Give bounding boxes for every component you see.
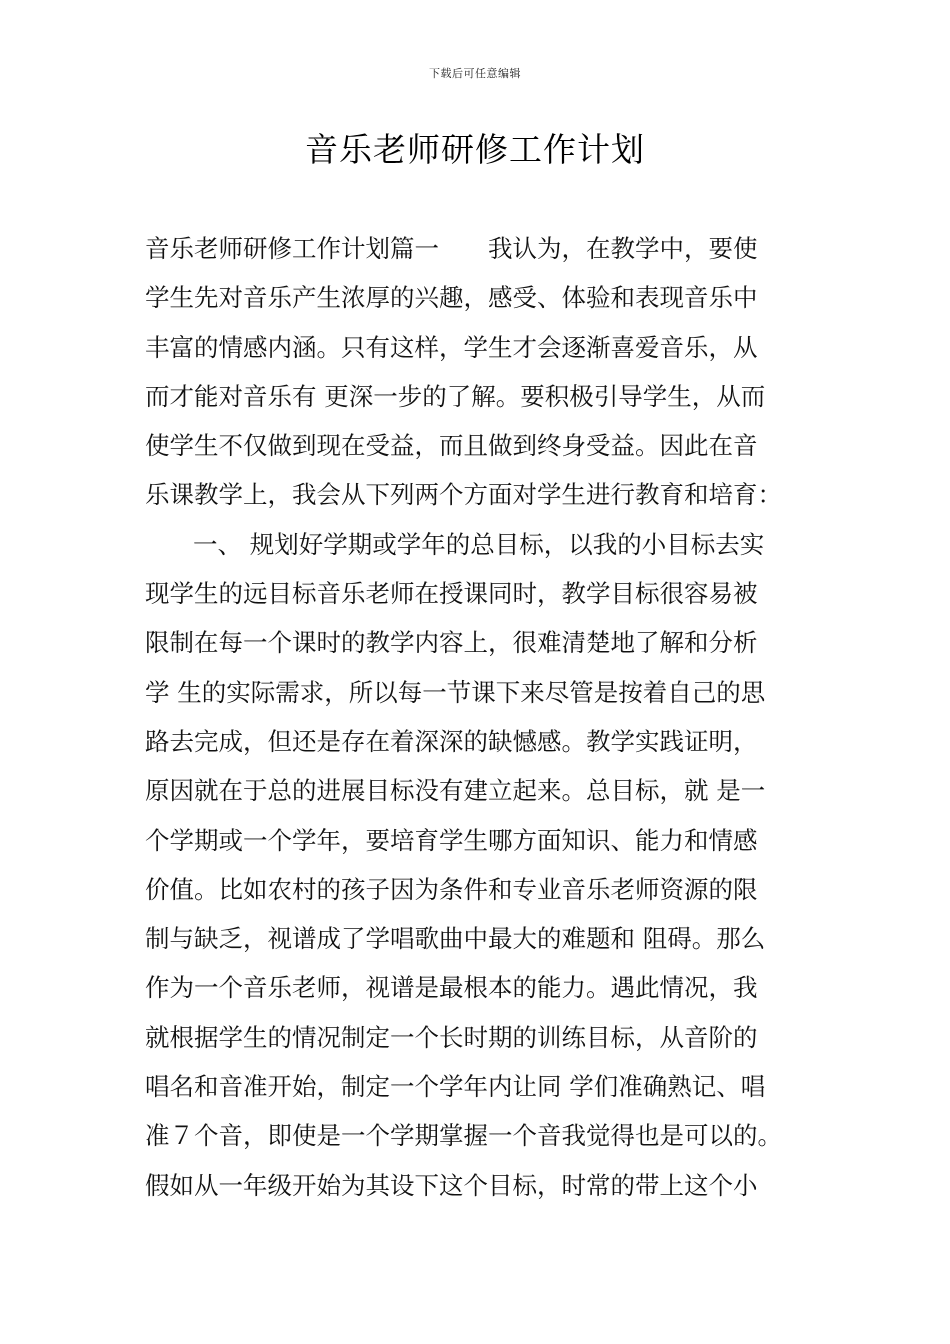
body-line: 制与缺乏，视谱成了学唱歌曲中最大的难题和 阻碍。那么 xyxy=(145,924,766,954)
body-line: 而才能对音乐有 更深一步的了解。要积极引导学生，从而 xyxy=(145,381,766,411)
document-title: 音乐老师研修工作计划 xyxy=(305,130,645,169)
body-line: 路去完成，但还是存在着深深的缺憾感。教学实践证明， xyxy=(145,726,758,756)
body-line: 就根据学生的情况制定一个长时期的训练目标，从音阶的 xyxy=(145,1022,758,1052)
body-line: 乐课教学上，我会从下列两个方面对学生进行教育和培育： xyxy=(145,480,782,510)
body-line: 价值。比如农村的孩子因为条件和专业音乐老师资源的限 xyxy=(145,874,758,904)
header-note: 下载后可任意编辑 xyxy=(429,67,521,80)
body-line: 一、 规划好学期或学年的总目标，以我的小目标去实 xyxy=(193,529,765,559)
body-line: 限制在每一个课时的教学内容上，很难清楚地了解和分析 xyxy=(145,628,758,658)
body-line: 原因就在于总的进展目标没有建立起来。总目标，就 是一 xyxy=(145,776,766,806)
body-line: 丰富的情感内涵。只有这样，学生才会逐渐喜爱音乐，从 xyxy=(145,332,758,362)
body-line: 使学生不仅做到现在受益，而且做到终身受益。因此在音 xyxy=(145,431,758,461)
body-line: 音乐老师研修工作计划篇一 我认为，在教学中，要使 xyxy=(145,234,758,263)
body-line: 准７个音，即使是一个学期掌握一个音我觉得也是可以的。 xyxy=(145,1121,782,1151)
body-line: 学生先对音乐产生浓厚的兴趣，感受、体验和表现音乐中 xyxy=(145,283,758,313)
body-line: 作为一个音乐老师，视谱是最根本的能力。遇此情况，我 xyxy=(145,973,758,1003)
document-body xyxy=(145,227,810,1213)
body-line: 唱名和音准开始，制定一个学年内让同 学们准确熟记、唱 xyxy=(145,1072,766,1102)
body-line: 假如从一年级开始为其设下这个目标，时常的带上这个小 xyxy=(145,1170,758,1200)
body-line: 学 生的实际需求，所以每一节课下来尽管是按着自己的思 xyxy=(145,677,766,707)
body-line: 现学生的远目标音乐老师在授课同时，教学目标很容易被 xyxy=(145,579,758,609)
body-line: 个学期或一个学年，要培育学生哪方面知识、能力和情感 xyxy=(145,825,758,855)
